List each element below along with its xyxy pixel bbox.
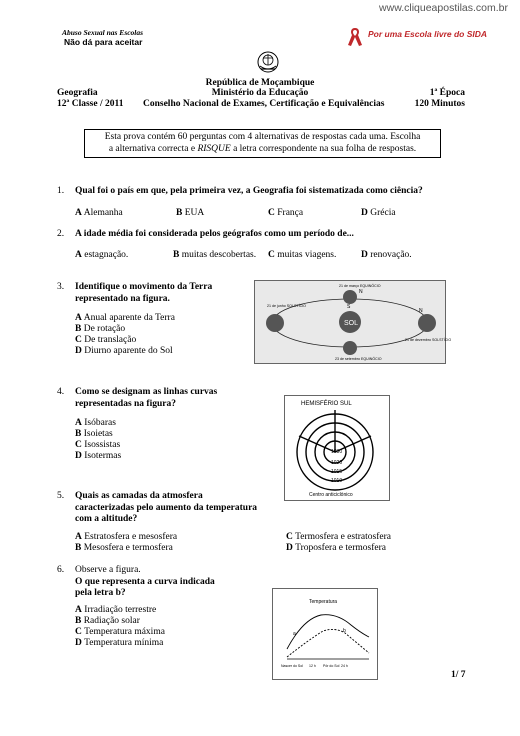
question-4-text: Como se designam as linhas curvas representadas na figura? — [75, 387, 218, 409]
north-label-right: N — [419, 308, 423, 314]
isobar-1030: 1030 — [331, 449, 343, 455]
q3-option-b[interactable]: B De rotação — [75, 324, 126, 334]
orbit-label-junho: 21 de junho SOLSTÍCIO — [267, 304, 306, 308]
q5-option-b[interactable]: B Mesosfera e termosfera — [75, 543, 173, 553]
question-3-text: Identifique o movimento da Terra representado na figura. — [75, 282, 213, 304]
curve-b — [287, 629, 369, 657]
q5-option-a[interactable]: A Estratosfera e mesosfera — [75, 532, 178, 542]
orbit-label-marco: 21 de março EQUINÓCIO — [339, 284, 381, 288]
question-6-number: 6. — [57, 565, 65, 575]
earth-bottom — [343, 341, 357, 355]
question-2-number: 2. — [57, 229, 65, 239]
q4-option-b[interactable]: B Isoietas — [75, 429, 113, 439]
q6-option-c[interactable]: C Temperatura máxima — [75, 627, 165, 637]
question-5-text: Quais as camadas da atmosfera caracterizadas pelo aumento da temperatura com a altitude? — [75, 491, 258, 524]
q2-option-a[interactable]: A estagnação. — [75, 250, 129, 260]
q2-option-c[interactable]: C muitas viagens. — [268, 250, 337, 260]
republic-title: República de Moçambique — [205, 78, 315, 88]
question-1-text: Qual foi o país em que, pela primeira vez, a Geografia foi sistematizada como ciência? — [75, 186, 423, 196]
question-1-number: 1. — [57, 186, 65, 196]
earth-orbit-figure — [254, 280, 452, 364]
temperature-title: Temperatura — [309, 599, 338, 605]
q6-option-b[interactable]: B Radiação solar — [75, 616, 140, 626]
question-3-number: 3. — [57, 282, 65, 292]
orbit-label-dezembro: 21 de dezembro SOLSTÍCIO — [405, 338, 452, 342]
isobar-1010: 1010 — [331, 478, 343, 484]
isobars-title: HEMISFÉRIO SUL — [301, 401, 352, 407]
curve-a-label: a — [293, 631, 296, 637]
q1-option-d[interactable]: D Grécia — [361, 208, 396, 218]
isobars-figure — [284, 395, 390, 501]
earth-left — [266, 314, 284, 332]
national-emblem-icon — [256, 50, 280, 74]
instructions-box — [84, 129, 441, 158]
tick-24h: 24 h — [341, 664, 348, 668]
q5-option-d[interactable]: D Troposfera e termosfera — [286, 543, 387, 553]
q4-option-d[interactable]: D Isotermas — [75, 451, 122, 461]
q5-option-c[interactable]: C Termosfera e estratosfera — [286, 532, 391, 542]
ministry: Ministério da Educação — [211, 88, 309, 98]
q2-option-d[interactable]: D renovação. — [361, 250, 412, 260]
q1-option-c[interactable]: C França — [268, 208, 304, 218]
north-label-top: N — [359, 289, 363, 295]
question-4-number: 4. — [57, 387, 65, 397]
grade-year: 12ª Classe / 2011 — [57, 99, 124, 109]
instructions-line-2: a alternativa correcta e RISQUE a letra correspondente na sua folha de respostas. — [108, 144, 417, 154]
exam-season: 1ª Época — [429, 88, 465, 98]
slogan-line-2: Não dá para aceitar — [64, 37, 143, 47]
duration: 120 Minutos — [414, 99, 465, 109]
isobars-caption: Centro anticiclónico — [309, 492, 353, 498]
exam-council: Conselho Nacional de Exames, Certificação e Equivalências — [143, 99, 385, 109]
slogan-line-1: Abuso Sexual nas Escolas — [62, 28, 144, 37]
temperature-figure — [272, 588, 378, 680]
subject: Geografia — [57, 88, 98, 98]
q6-option-d[interactable]: D Temperatura mínima — [75, 638, 164, 648]
q4-option-a[interactable]: A Isóbaras — [75, 418, 116, 428]
q2-option-b[interactable]: B muitas descobertas. — [173, 250, 257, 260]
orbit-label-setembro: 23 de setembro EQUINÓCIO — [335, 357, 382, 361]
earth-right — [418, 314, 436, 332]
q6-option-a[interactable]: A Irradiação terrestre — [75, 605, 157, 615]
south-label-top: S — [347, 304, 351, 310]
q4-option-c[interactable]: C Isossistas — [75, 440, 121, 450]
curve-b-label: b — [343, 628, 346, 634]
question-2-text: A idade média foi considerada pelos geógrafos como um período de... — [75, 229, 354, 239]
isobar-1015: 1015 — [331, 469, 343, 475]
curve-a — [287, 615, 369, 649]
q1-option-b[interactable]: B EUA — [176, 208, 205, 218]
campaign-text: Por uma Escola livre do SIDA — [368, 29, 488, 39]
site-url[interactable]: www.cliqueapostilas.com.br — [379, 2, 508, 14]
tick-12h: 12 h — [309, 664, 316, 668]
instructions-line-1: Esta prova contém 60 perguntas com 4 alternativas de respostas cada uma. Escolha — [104, 132, 421, 142]
page-number: 1/ 7 — [451, 670, 466, 680]
aids-ribbon-icon — [346, 25, 364, 47]
q3-option-a[interactable]: A Anual aparente da Terra — [75, 313, 175, 323]
q3-option-d[interactable]: D Diurno aparente do Sol — [75, 346, 173, 356]
q1-option-a[interactable]: A Alemanha — [75, 208, 123, 218]
question-5-number: 5. — [57, 491, 65, 501]
tick-sunset: Pôr do Sol — [323, 664, 340, 668]
earth-top — [343, 290, 357, 304]
question-6-text: Observe a figura. O que representa a curva indicada pela letra b? — [75, 565, 215, 598]
q3-option-c[interactable]: C De translação — [75, 335, 137, 345]
isobar-1020: 1020 — [331, 460, 343, 466]
tick-sunrise: Nascer do Sol — [281, 664, 303, 668]
sun-label: SOL — [344, 320, 359, 327]
